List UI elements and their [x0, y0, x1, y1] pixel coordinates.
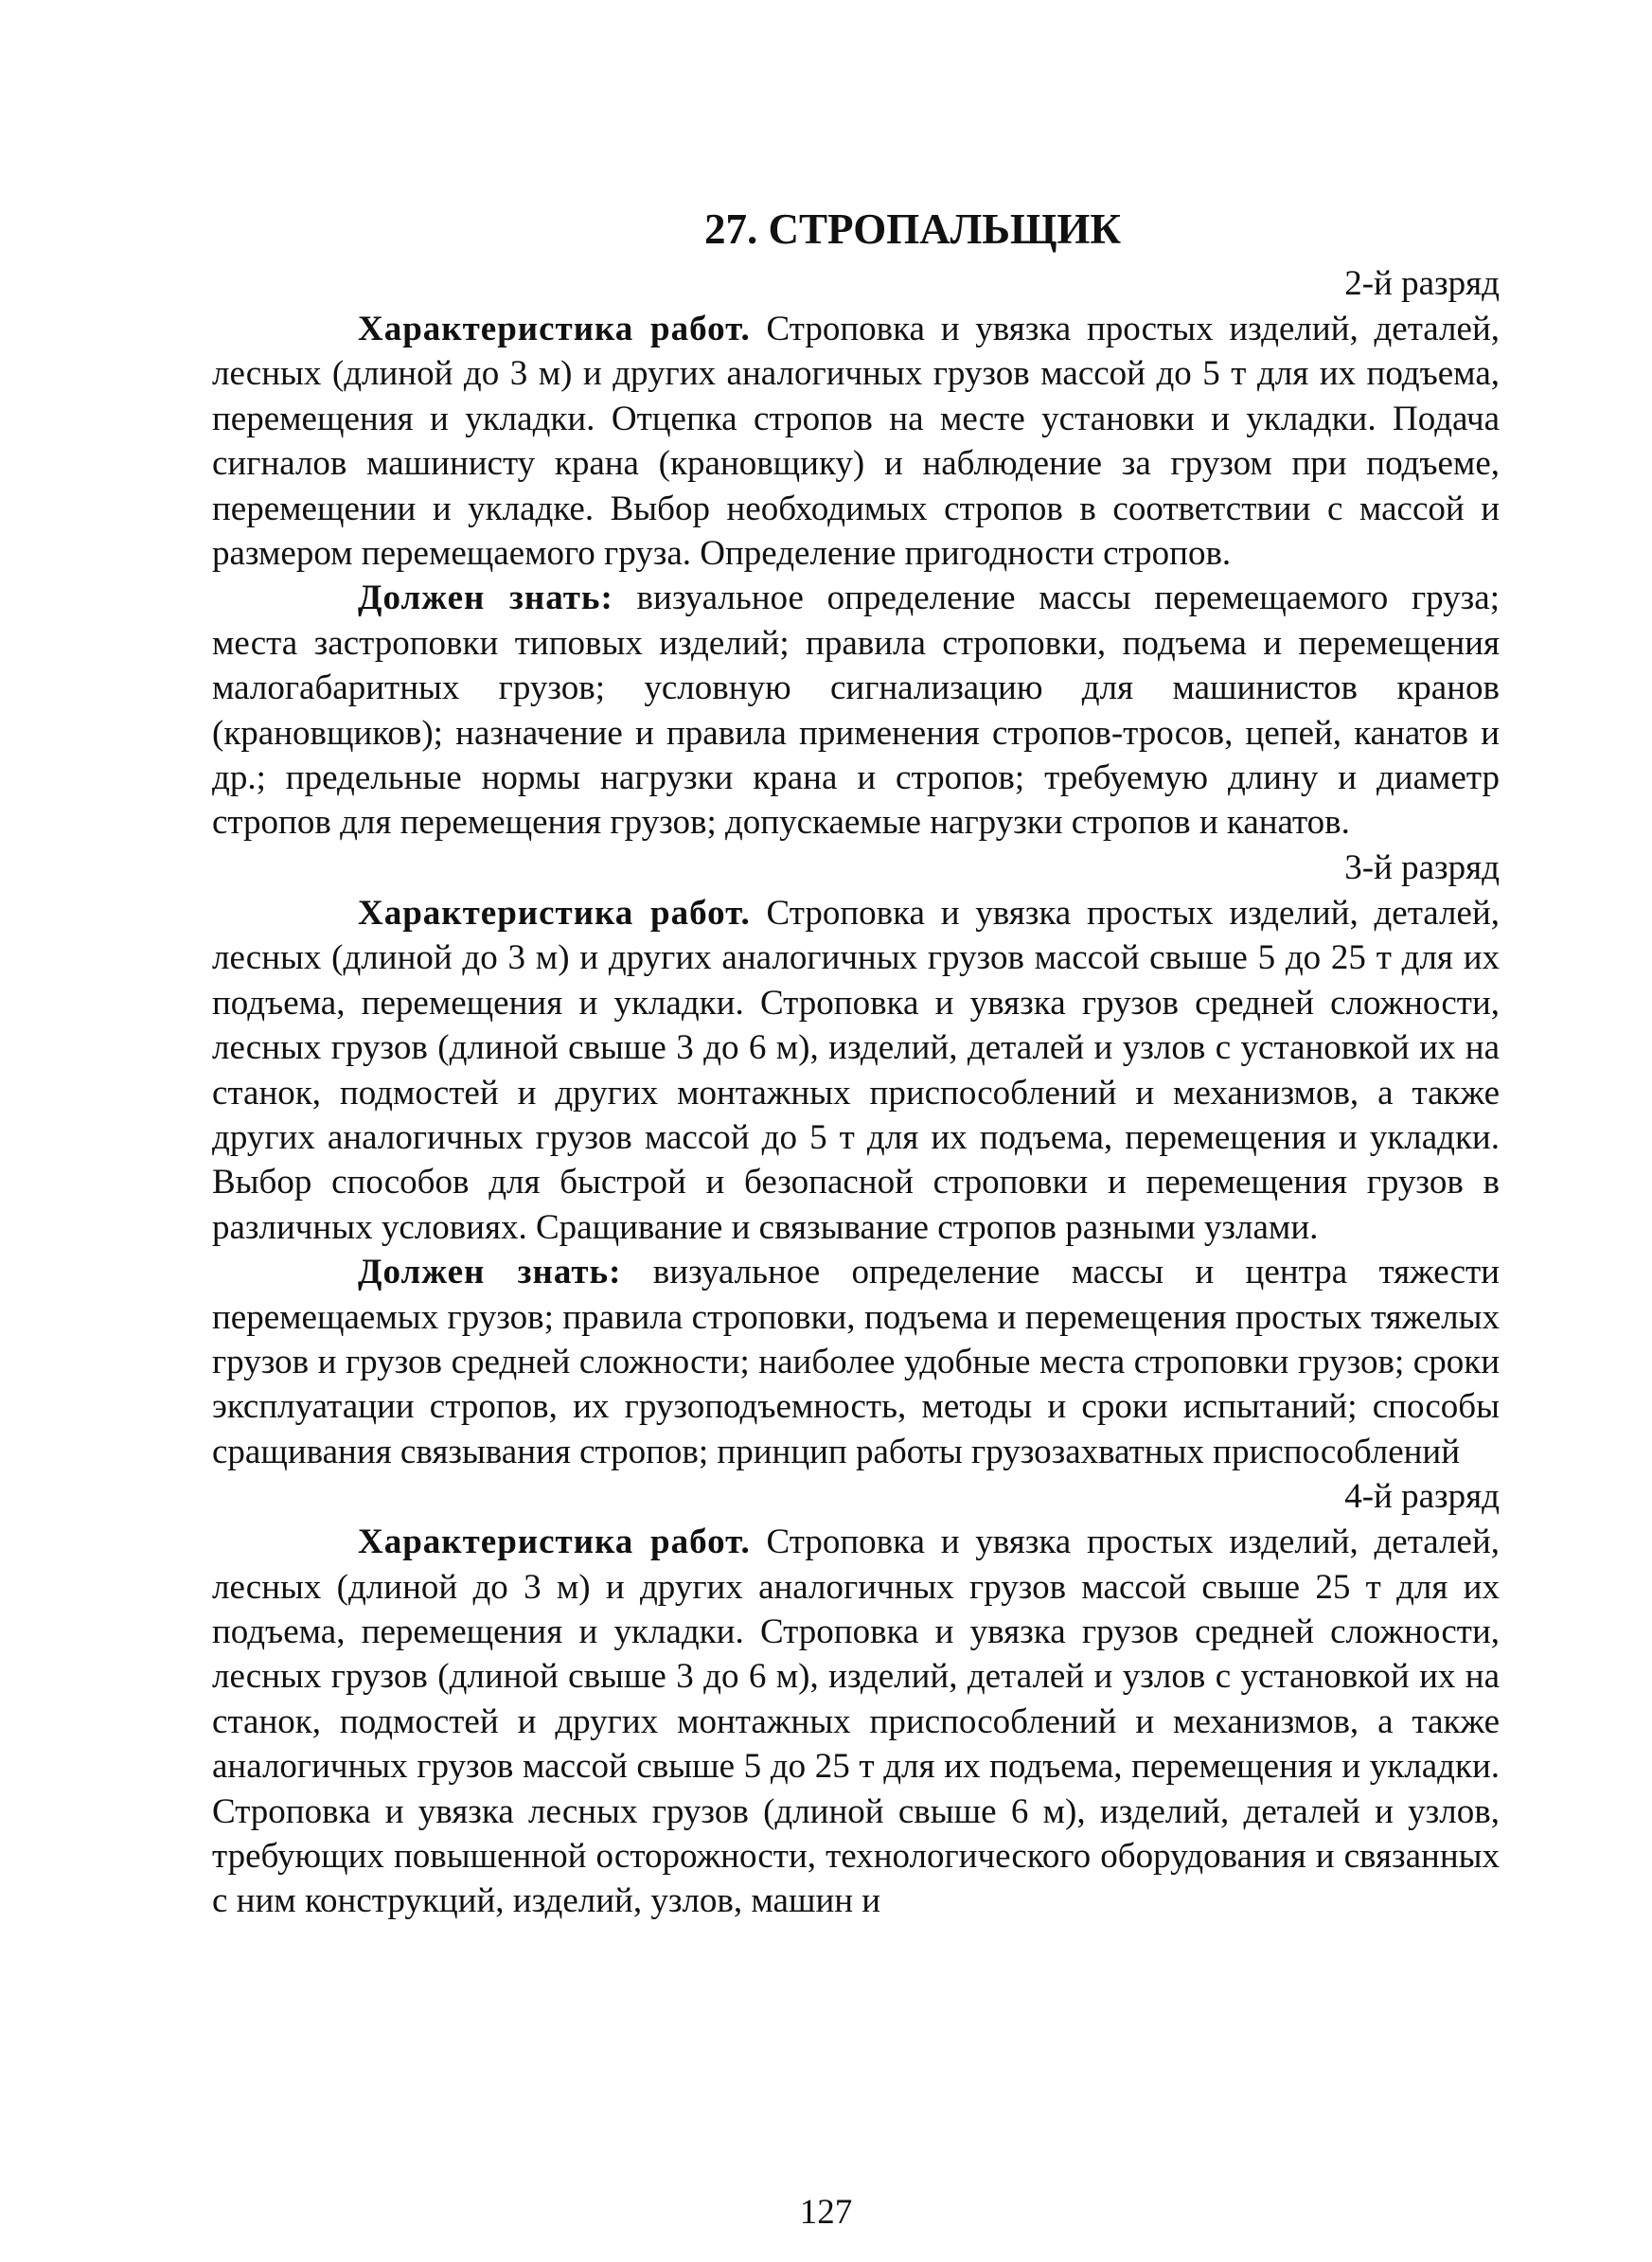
page-number: 127 [799, 2193, 853, 2232]
section-grade-2 [212, 261, 1500, 846]
work-lead: Характеристика работ. [358, 1523, 751, 1562]
work-lead: Характеристика работ. [358, 893, 751, 933]
work-text: Строповка и увязка простых изделий, деталей, лесных (длиной до 3 м) и других аналогичных грузов массой свыше 5 до 25 т для их подъема, перемещения и укладки. Строповка и увязка грузов средней сложности, лесных грузов (длиной свыше 3 до 6 м), изделий, деталей и узлов с установкой их на станок, подмостей и других монтажных приспособлений и механизмов, а также других аналогичных грузов массой до 5 т для их подъема, перемещения и укладки. Выбор способов для быстрой и безопасной строповки и перемещения грузов в различных условиях. Сращивание и связывание стропов разными узлами. [212, 893, 1500, 1247]
work-description [212, 307, 1500, 576]
work-description [212, 891, 1500, 1250]
page-title: 27. СТРОПАЛЬЩИК [703, 205, 1122, 253]
know-lead: Должен знать: [358, 579, 613, 618]
know-lead: Должен знать: [358, 1253, 622, 1292]
know-text: визуальное определение массы и центра тяжести перемещаемых грузов; правила строповки, подъема и перемещения простых тяжелых грузов и грузов средней сложности; наиболее удобные места строповки грузов; сроки эксплуатации стропов, их грузоподъемность, методы и сроки испытаний; способы сращивания связывания стропов; принцип работы грузозахватных приспособлений [212, 1253, 1500, 1471]
section-grade-4 [212, 1474, 1500, 1924]
section-grade-3 [212, 846, 1500, 1474]
grade-heading: 2-й разряд [1344, 264, 1500, 303]
work-text: Строповка и увязка простых изделий, деталей, лесных (длиной до 3 м) и других аналогичных грузов массой свыше 25 т для их подъема, перемещения и укладки. Строповка и увязка грузов средней сложности, лесных грузов (длиной свыше 3 до 6 м), изделий, деталей и узлов с установкой их на станок, подмостей и других монтажных приспособлений и механизмов, а также аналогичных грузов массой свыше 5 до 25 т для их подъема, перемещения и укладки. Строповка и увязка лесных грузов (длиной свыше 6 м), изделий, деталей и узлов, требующих повышенной осторожности, технологического оборудования и связанных с ним конструкций, изделий, узлов, машин и [212, 1523, 1500, 1921]
grade-heading: 4-й разряд [1344, 1477, 1500, 1517]
work-text: Строповка и увязка простых изделий, деталей, лесных (длиной до 3 м) и других аналогичных грузов массой до 5 т для их подъема, перемещения и укладки. Отцепка стропов на месте установки и укладки. Подача сигналов машинисту крана (крановщику) и наблюдение за грузом при подъеме, перемещении и укладке. Выбор необходимых стропов в соответствии с массой и размером перемещаемого груза. Определение пригодности стропов. [212, 310, 1500, 574]
work-description [212, 1520, 1500, 1924]
knowledge-requirements [212, 1250, 1500, 1474]
knowledge-requirements [212, 576, 1500, 845]
document-page [212, 203, 1500, 1924]
grade-heading: 3-й разряд [1344, 847, 1500, 887]
work-lead: Характеристика работ. [358, 310, 751, 348]
know-text: визуальное определение массы перемещаемого груза; места застроповки типовых изделий; правила строповки, подъема и перемещения малогабаритных грузов; условную сигнализацию для машинистов кранов (крановщиков); назначение и правила применения стропов-тросов, цепей, канатов и др.; предельные нормы нагрузки крана и стропов; требуемую длину и диаметр стропов для перемещения грузов; допускаемые нагрузки стропов и канатов. [212, 579, 1500, 843]
